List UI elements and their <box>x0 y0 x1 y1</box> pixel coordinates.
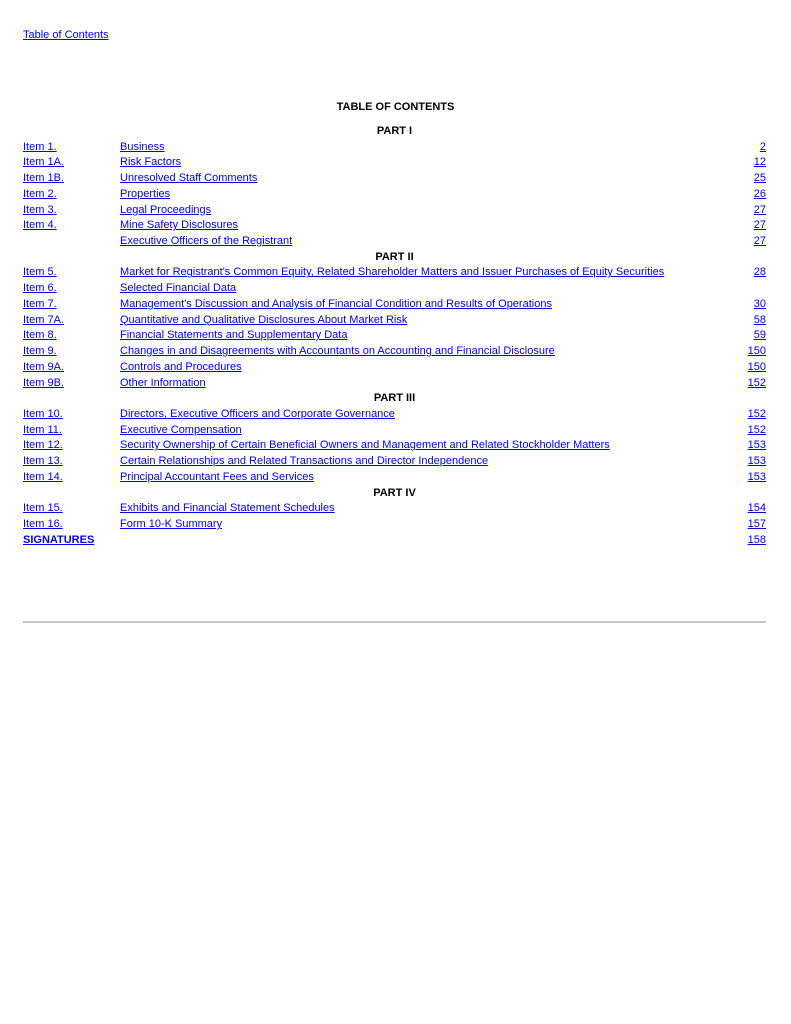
table-row <box>23 297 766 313</box>
item-page-link[interactable]: 157 <box>747 517 766 530</box>
item-title-link[interactable]: Market for Registrant's Common Equity, Related Shareholder Matters and Issuer Purchases of Equity Securities <box>120 266 665 279</box>
toc-list <box>23 124 766 548</box>
item-number-link[interactable]: Item 9. <box>23 345 57 358</box>
table-row <box>23 438 766 454</box>
table-row <box>23 344 766 360</box>
table-row <box>23 470 766 486</box>
item-title-link[interactable]: Controls and Procedures <box>120 360 242 373</box>
item-title-link[interactable]: Mine Safety Disclosures <box>120 219 238 232</box>
item-page-link[interactable]: 30 <box>753 297 766 310</box>
item-page-link[interactable]: 59 <box>753 329 766 342</box>
item-title-link[interactable]: Changes in and Disagreements with Accountants on Accounting and Financial Disclosure <box>120 345 555 358</box>
item-page-link[interactable]: 26 <box>753 187 766 200</box>
item-title-link[interactable]: Management's Discussion and Analysis of Financial Condition and Results of Operations <box>120 297 552 310</box>
item-number-link[interactable]: Item 9A. <box>23 360 64 373</box>
item-title-link[interactable]: Quantitative and Qualitative Disclosures About Market Risk <box>120 313 408 326</box>
item-page-link[interactable]: 154 <box>747 502 766 515</box>
item-title-link[interactable]: Exhibits and Financial Statement Schedules <box>120 502 335 515</box>
table-row <box>23 155 766 171</box>
table-row <box>23 517 766 533</box>
item-number-link[interactable]: Item 7. <box>23 297 57 310</box>
item-page-link[interactable]: 152 <box>747 376 766 389</box>
item-number-link[interactable]: Item 1B. <box>23 172 64 185</box>
item-page-link[interactable]: 150 <box>747 360 766 373</box>
part-heading: PART III <box>373 392 416 405</box>
item-title-link[interactable]: Properties <box>120 187 171 200</box>
item-page-link[interactable]: 152 <box>747 423 766 436</box>
item-title-link[interactable]: Principal Accountant Fees and Services <box>120 470 314 483</box>
item-page-link[interactable]: 27 <box>753 219 766 232</box>
item-number-link[interactable]: Item 2. <box>23 187 57 200</box>
item-number-link[interactable]: Item 9B. <box>23 376 64 389</box>
item-page-link[interactable]: 153 <box>747 439 766 452</box>
item-title-link[interactable]: Directors, Executive Officers and Corporate Governance <box>120 407 395 420</box>
table-row <box>23 203 766 219</box>
table-row <box>23 423 766 439</box>
page-divider <box>23 621 766 623</box>
item-number-link[interactable]: Item 13. <box>23 455 63 468</box>
item-page-link[interactable]: 153 <box>747 470 766 483</box>
part-heading: PART I <box>376 125 413 137</box>
item-page-link[interactable]: 25 <box>753 172 766 185</box>
item-page-link[interactable]: 27 <box>753 235 766 248</box>
table-row <box>23 281 766 297</box>
item-title-link[interactable]: Security Ownership of Certain Beneficial Owners and Management and Related Stockholder Matters <box>120 439 610 452</box>
item-title-link[interactable]: Legal Proceedings <box>120 203 212 216</box>
item-number-link[interactable]: Item 7A. <box>23 313 64 326</box>
item-page-link[interactable]: 2 <box>759 140 766 153</box>
item-number-link[interactable]: Item 6. <box>23 282 57 295</box>
item-title-link[interactable]: Certain Relationships and Related Transactions and Director Independence <box>120 455 489 468</box>
item-title-link[interactable]: Risk Factors <box>120 156 182 169</box>
table-row <box>23 313 766 329</box>
item-title-link[interactable]: Other Information <box>120 376 206 389</box>
signatures-row <box>23 533 766 549</box>
item-number-link[interactable]: Item 12. <box>23 439 63 452</box>
item-number-link[interactable]: Item 15. <box>23 502 63 515</box>
page-title: TABLE OF CONTENTS <box>336 101 455 113</box>
table-row <box>23 187 766 203</box>
item-number-link[interactable]: Item 4. <box>23 219 57 232</box>
item-title-link[interactable]: Executive Compensation <box>120 423 242 436</box>
table-row <box>23 171 766 187</box>
table-row <box>23 218 766 234</box>
item-title-link[interactable]: Unresolved Staff Comments <box>120 172 258 185</box>
item-page-link[interactable]: 150 <box>747 345 766 358</box>
item-number-link[interactable]: Item 3. <box>23 203 57 216</box>
table-row <box>23 376 766 392</box>
table-row <box>23 454 766 470</box>
item-title-link[interactable]: Selected Financial Data <box>120 282 237 295</box>
item-title-link[interactable]: Executive Officers of the Registrant <box>120 235 293 248</box>
item-number-link[interactable]: Item 11. <box>23 423 62 436</box>
table-row <box>23 140 766 156</box>
item-page-link[interactable]: 28 <box>753 266 766 279</box>
table-row <box>23 407 766 423</box>
item-page-link[interactable]: 58 <box>753 313 766 326</box>
item-page-link[interactable]: 153 <box>747 455 766 468</box>
item-page-link[interactable]: 27 <box>753 203 766 216</box>
part-heading: PART II <box>375 250 414 263</box>
table-row <box>23 328 766 344</box>
table-row <box>23 234 766 250</box>
item-title-link[interactable]: Business <box>120 140 165 153</box>
item-number-link[interactable]: Item 1A. <box>23 156 64 169</box>
item-number-link[interactable]: Item 14. <box>23 470 63 483</box>
part-heading: PART IV <box>373 486 416 499</box>
item-number-link[interactable]: Item 8. <box>23 329 57 342</box>
table-row <box>23 360 766 376</box>
item-number-link[interactable]: Item 5. <box>23 266 57 279</box>
table-of-contents-link[interactable]: Table of Contents <box>23 29 109 41</box>
item-page-link[interactable]: 152 <box>747 407 766 420</box>
item-number-link[interactable]: Item 10. <box>23 407 63 420</box>
item-title-link[interactable]: Form 10-K Summary <box>120 517 223 530</box>
table-row <box>23 265 766 281</box>
item-number-link[interactable]: Item 1. <box>23 140 57 153</box>
item-number-link[interactable]: Item 16. <box>23 517 63 530</box>
signatures-page-link[interactable]: 158 <box>747 533 766 546</box>
item-title-link[interactable]: Financial Statements and Supplementary Data <box>120 329 348 342</box>
item-page-link[interactable]: 12 <box>753 156 766 169</box>
table-row <box>23 501 766 517</box>
signatures-link[interactable]: SIGNATURES <box>23 533 95 546</box>
